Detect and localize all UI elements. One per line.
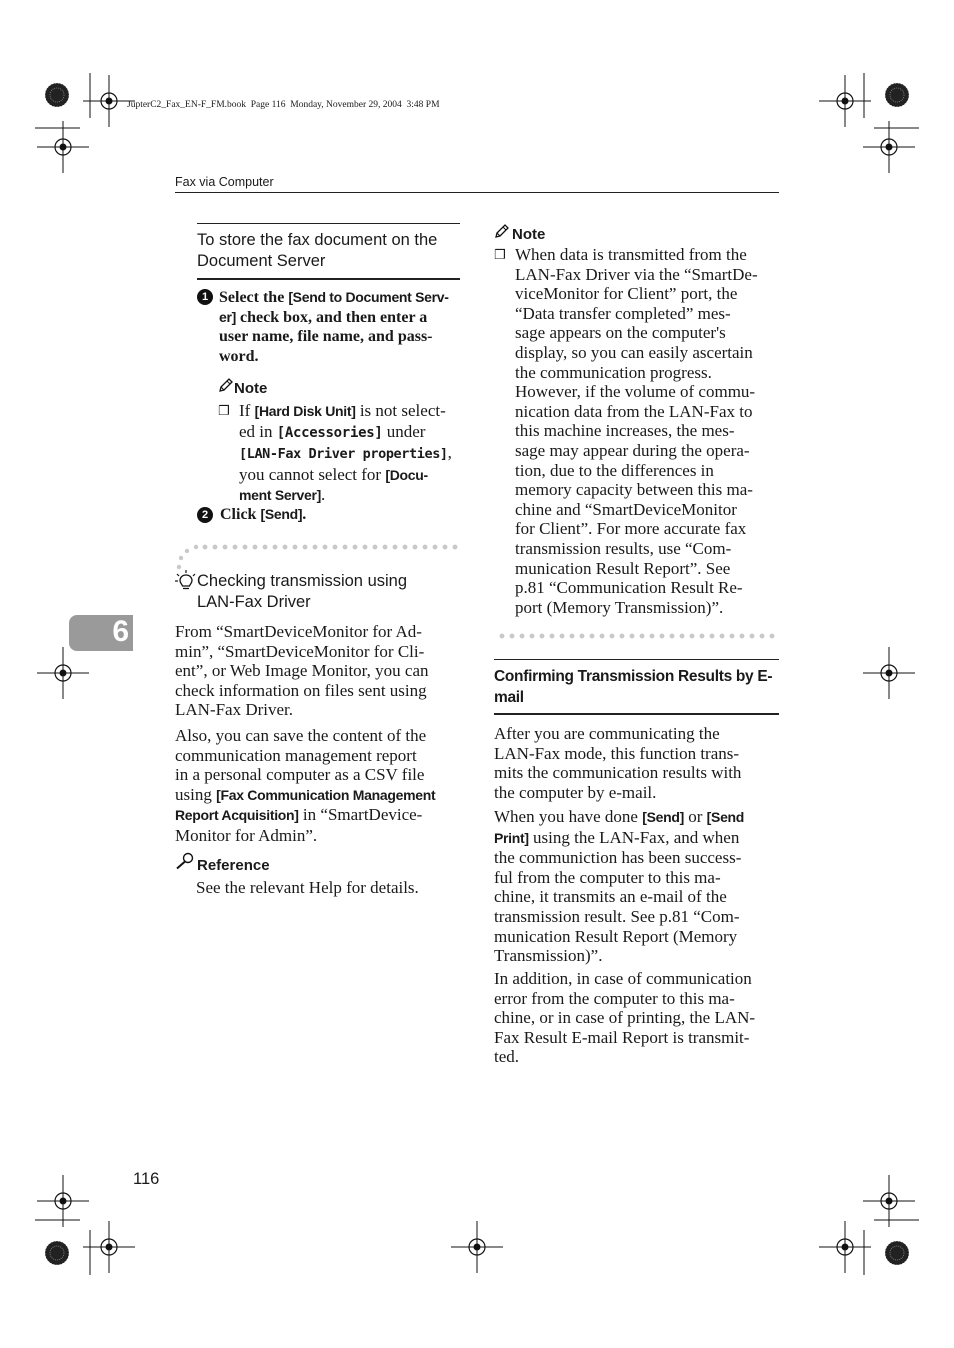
right-paragraph-3: [494, 969, 779, 1067]
note-2-line: “Data transfer completed” mes-: [515, 303, 731, 323]
send-print-ref: Print]: [494, 829, 529, 846]
note-2-line: When data is transmitted from the: [515, 245, 747, 264]
note-2-line: LAN-Fax Driver via the “SmartDe-: [515, 264, 758, 284]
note-2-line: memory capacity between this ma-: [515, 480, 753, 500]
hard-disk-unit-ref: [Hard Disk Unit]: [254, 403, 356, 419]
book-info: JupterC2_Fax_EN-F_FM.book Page 116 Monday, November 29, 2004 3:48 PM: [127, 100, 440, 110]
fax-communication-management-ref: [Fax Communication Management: [216, 786, 436, 803]
check-heading-line: LAN-Fax Driver: [197, 593, 311, 611]
note-2-line: munication Result Report”. See: [515, 558, 731, 578]
note-2-line: transmission results, use “Com-: [515, 538, 732, 558]
note-1-line: ed in [Accessories] under: [239, 421, 426, 441]
step-number-1: 1: [197, 289, 213, 305]
send-ref: [Send]: [642, 809, 684, 825]
left-p1-line: From “SmartDeviceMonitor for Ad-: [175, 622, 422, 641]
right-p2-line: the communiction has been success-: [494, 848, 742, 868]
magnifier-icon: [175, 852, 197, 874]
right-p2-line: When you have done [Send] or [Send: [494, 807, 745, 826]
note-end-dotted-rule: [497, 633, 779, 639]
left-p2-line: communication management report: [175, 745, 417, 765]
confirm-heading-bottom-rule: [494, 713, 779, 715]
send-button-ref: [Send]: [260, 506, 303, 522]
right-p2-line: ful from the computer to this ma-: [494, 867, 721, 887]
note-1-title-row: [218, 377, 460, 397]
right-p2-line: Print] using the LAN-Fax, and when: [494, 827, 740, 847]
left-p2-line: Report Acquisition] in “SmartDevice-: [175, 805, 423, 825]
note-2-line: chine and “SmartDeviceMonitor: [515, 499, 737, 519]
document-server-ref: [Docu-: [385, 466, 428, 483]
fax-communication-management-ref: Report Acquisition]: [175, 807, 299, 824]
store-heading-top-rule: [197, 223, 460, 224]
step-1-line: user name, file name, and pass-: [219, 328, 433, 346]
note-2-title: Note: [512, 226, 546, 243]
pencil-icon: [218, 377, 234, 397]
checkbox-bullet-icon: ❒: [494, 248, 506, 263]
right-p1-line: the computer by e-mail.: [494, 782, 657, 802]
note-2-line: However, if the volume of commu-: [515, 382, 756, 402]
store-heading-line: Document Server: [197, 252, 326, 270]
note-2-title-row: [494, 223, 779, 243]
lightbulb-icon: [175, 570, 197, 598]
chapter-number: 6: [112, 615, 129, 648]
note-2-line: tion, due to the differences in: [515, 460, 714, 480]
right-p1-line: After you are communicating the: [494, 724, 720, 743]
check-heading: [175, 571, 407, 613]
right-paragraph-1: [494, 724, 779, 802]
note-2-line: viceMonitor for Client” port, the: [515, 284, 738, 304]
lan-fax-driver-properties-ref: [LAN-Fax Driver properties]: [239, 446, 448, 463]
note-2-line: this machine increases, the mes-: [515, 421, 735, 441]
chapter-tab: [69, 615, 133, 651]
note-2-line: the communication progress.: [515, 362, 712, 382]
step-2: [197, 505, 306, 525]
note-2: [494, 223, 779, 617]
left-p2-line: using [Fax Communication Management: [175, 784, 436, 804]
right-p2-line: transmission result. See p.81 “Com-: [494, 906, 740, 926]
step-1-text: Select the: [219, 289, 289, 306]
reference-block: [175, 852, 460, 898]
step-2-prefix: Click: [220, 506, 261, 523]
right-p2-line: chine, it transmits an e-mail of the: [494, 887, 727, 907]
confirm-heading-top-rule: [494, 659, 779, 660]
note-2-line: display, so you can easily ascertain: [515, 342, 753, 362]
step-number-2: 2: [197, 507, 213, 523]
left-p2-line: in a personal computer as a CSV file: [175, 765, 425, 785]
left-paragraph-2: [175, 726, 460, 846]
right-p3-line: chine, or in case of printing, the LAN-: [494, 1008, 756, 1028]
note-1: [218, 377, 460, 506]
note-1-line: you cannot select for [Docu-: [239, 464, 428, 484]
right-p2-line: munication Result Report (Memory: [494, 926, 738, 946]
left-paragraph-1: [175, 622, 460, 720]
left-p2-line: Also, you can save the content of the: [175, 726, 427, 745]
send-print-ref: [Send: [706, 809, 745, 825]
confirm-heading-line: Confirming Transmission Results by E-: [494, 668, 773, 685]
accessories-ref: [Accessories]: [276, 424, 383, 441]
step-1-line: word.: [219, 347, 259, 365]
left-p1-line: LAN-Fax Driver.: [175, 700, 294, 720]
reference-title-row: [175, 852, 460, 874]
right-p3-line: In addition, in case of communication: [494, 969, 752, 988]
send-to-document-server-ref: er]: [219, 308, 236, 325]
note-2-line: port (Memory Transmission)”.: [515, 597, 724, 617]
confirm-heading-line: mail: [494, 689, 524, 706]
note-1-line: ment Server].: [239, 485, 326, 505]
note-2-line: for Client”. For more accurate fax: [515, 519, 747, 539]
left-p1-line: ent”, or Web Image Monitor, you can: [175, 661, 429, 681]
note-1-title: Note: [234, 380, 268, 397]
right-p1-line: mits the communication results with: [494, 763, 742, 783]
document-server-ref: ment Server]: [239, 487, 321, 504]
page-number: 116: [133, 1170, 160, 1188]
check-heading-line: Checking transmission using: [197, 572, 408, 590]
running-title: Fax via Computer: [175, 175, 274, 189]
checkbox-bullet-icon: ❒: [218, 404, 230, 419]
right-p3-line: Fax Result E-mail Report is transmit-: [494, 1027, 750, 1047]
note-2-line: nication data from the LAN-Fax to: [515, 401, 753, 421]
step-1-line: er] check box, and then enter a: [219, 308, 428, 326]
step-2-suffix: .: [302, 506, 307, 523]
left-p1-line: check information on files sent using: [175, 680, 427, 700]
note-2-line: p.81 “Communication Result Re-: [515, 578, 743, 598]
reference-title: Reference: [197, 857, 270, 874]
note-1-line: If [Hard Disk Unit] is not select-: [239, 401, 446, 420]
hint-dotted-rule: [200, 544, 462, 550]
confirm-heading: [494, 666, 772, 708]
pencil-icon: [494, 223, 512, 243]
note-1-line: [LAN-Fax Driver properties],: [239, 443, 452, 463]
step-1-line: [219, 288, 460, 308]
note-2-line: sage may appear during the opera-: [515, 440, 750, 460]
header-rule: [175, 192, 779, 193]
right-paragraph-2: [494, 807, 779, 966]
store-heading-line: To store the fax document on the: [197, 231, 438, 249]
right-p1-line: LAN-Fax mode, this function trans-: [494, 743, 740, 763]
right-p3-line: ted.: [494, 1047, 520, 1067]
right-p2-line: Transmission)”.: [494, 946, 603, 966]
send-to-document-server-ref: [Send to Document Serv-: [288, 289, 449, 305]
left-p2-line: Monitor for Admin”.: [175, 825, 318, 845]
right-p3-line: error from the computer to this ma-: [494, 988, 735, 1008]
note-2-line: sage appears on the computer's: [515, 323, 726, 343]
store-heading: [197, 230, 437, 272]
reference-text: See the relevant Help for details.: [196, 878, 419, 897]
left-p1-line: min”, “SmartDeviceMonitor for Cli-: [175, 641, 425, 661]
store-heading-bottom-rule: [197, 278, 460, 280]
